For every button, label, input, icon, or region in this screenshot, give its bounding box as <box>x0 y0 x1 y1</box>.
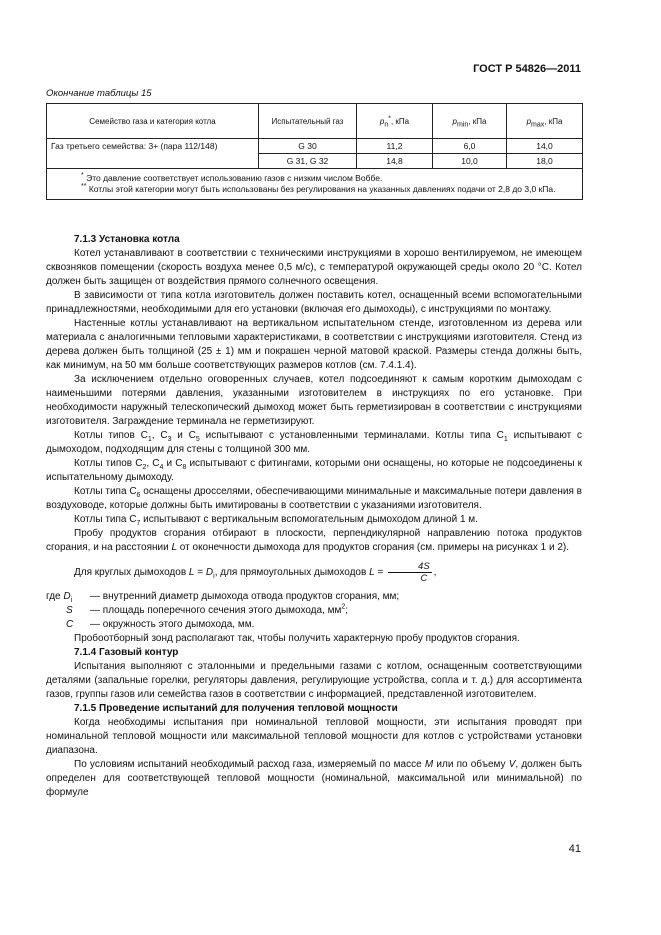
page-number: 41 <box>568 843 581 855</box>
paragraph: Котлы типа $C_6$ оснащены дросселями, обеспечивающими минимальные и максимальные потери давления в воздуховоде, которые должны быть имитированы в соответствии с указаниями изготовителя. <box>46 486 582 511</box>
header-pn: $p_n^*$, кПа <box>357 104 433 139</box>
table-caption: Окончание таблицы 15 <box>46 88 152 99</box>
header-pmin: $p_{min}$, кПа <box>433 104 507 139</box>
header-family: Семейство газа и категория котла <box>47 104 259 139</box>
where-block: где $D_i$ — внутренний диаметр дымохода отвода продуктов сгорания, мм; S — площадь поперечного сечения этого дымохода, $мм^2$; C — окружность этого дымохода, мм. <box>46 591 400 630</box>
table-notes-row <box>47 169 583 200</box>
paragraph: Настенные котлы устанавливают на вертикальном испытательном стенде, изготовленном из дерева или материала с аналогичными тепловыми характеристиками, в соответствии с инструкциями изготовителя. Стенд из дерева должен быть толщиной (25 ± 1) мм и покрашен черной матовой краской. Размеры стенда должны быть, как минимум, на 50 мм больше соответствующих размеров котлов (см. 7.4.1.4). <box>46 318 582 371</box>
fraction: $\frac{4S}{C}$ <box>388 561 432 584</box>
paragraph: Котлы типа $C_7$ испытывают с вертикальным вспомогательным дымоходом длиной 1 м. <box>74 514 478 527</box>
note-1: * Это давление соответствует использованию газов с низким числом Воббе. <box>81 172 383 183</box>
table-notes <box>47 169 583 200</box>
paragraph: Котлы типов $C_2$, $C_4$ и $C_8$ испытывают с фитингами, которыми они оснащены, но которые не подсоединены к испытательному дымоходу. <box>46 458 583 483</box>
note-2: ** Котлы этой категории могут быть использованы без регулирования на указанных давлениях подачи от 2,8 до 3,0 кПа. <box>81 183 556 194</box>
paragraph: Когда необходимы испытания при номинальной тепловой мощности, эти испытания проводят при номинальной тепловой мощности или максимальной тепловой мощности для котлов с устройствами установки диапазона. <box>46 717 582 756</box>
heading-7-1-5: 7.1.5 Проведение испытаний для получения тепловой мощности <box>74 703 398 714</box>
cell-gas: G 31, G 32 <box>259 154 357 169</box>
cell-pmin: 10,0 <box>433 154 507 169</box>
formula-line: Для круглых дымоходов $L = D_i$, для прямоугольных дымоходов L = $\frac{4S}{C}$ , <box>74 561 437 584</box>
header-gas: Испытательный газ <box>259 104 357 139</box>
paragraph: По условиям испытаний необходимый расход газа, измеряемый по массе M или по объему V, должен быть определен для соответствующей тепловой мощности (номинальной, максимальной или минимальной) по формуле <box>46 759 582 798</box>
heading-7-1-4: 7.1.4 Газовый контур <box>74 647 179 658</box>
paragraph: Котел устанавливают в соответствии с техническими инструкциями в хорошо вентилируемом, не имеющем сквозняков помещении (скорость воздуха менее 0,5 м/с), с температурой окружающей среды около 20 °С. Котел должен быть защищен от воздействия прямого солнечного освещения. <box>46 248 582 287</box>
paragraph: Пробу продуктов сгорания отбирают в плоскости, перпендикулярной направлению потока продуктов сгорания, и на расстоянии L от оконечности дымохода для продуктов сгорания (см. примеры на рисунках 1 и 2). <box>46 528 582 553</box>
table-row <box>47 154 583 169</box>
cell-gas: G 30 <box>259 139 357 154</box>
paragraph: Котлы типов $C_1$, $C_3$ и $C_5$ испытывают с установленными терминалами. Котлы типа $C_1$ испытывают с дымоходом, подходящим для стены с толщиной 300 мм. <box>46 430 582 455</box>
cell-family: Газ третьего семейства: 3+ (пара 112/148) <box>47 139 259 154</box>
paragraph: Испытания выполняют с эталонными и предельными газами с котлом, оснащенным соответствующими деталями (запальные горелки, регуляторы давления, регулирующие устройства, сопла и т. д.) для ассортимента газов, группы газов или семейства газов в соответствии с информацией, представленной изготовителем. <box>46 661 582 700</box>
table-row <box>47 139 583 154</box>
paragraph: Пробоотборный зонд располагают так, чтобы получить характерную пробу продуктов сгорания. <box>74 633 520 644</box>
cell-family <box>47 154 259 169</box>
paragraph: В зависимости от типа котла изготовитель должен поставить котел, оснащенный всеми вспомогательными принадлежностями, необходимыми для его установки (включая его дымоходы), с инструкциями по монтажу. <box>46 290 582 315</box>
paragraph: За исключением отдельно оговоренных случаев, котел подсоединяют к самым коротким дымоходам с наименьшими потерями давления, указанными изготовителем в инструкциях по его установке. При необходимости наружный телескопический дымоход может быть герметизирован в соответствии с инструкциями изготовителя. Заграждение терминала не герметизируют. <box>46 374 582 427</box>
header-pmax: $p_{max}$, кПа <box>507 104 583 139</box>
cell-pmin: 6,0 <box>433 139 507 154</box>
table-header-row <box>47 104 583 139</box>
standard-code: ГОСТ Р 54826—2011 <box>473 63 581 75</box>
heading-7-1-3: 7.1.3 Установка котла <box>74 234 180 245</box>
cell-pmax: 14,0 <box>507 139 583 154</box>
cell-pn: 11,2 <box>357 139 433 154</box>
cell-pn: 14,8 <box>357 154 433 169</box>
cell-pmax: 18,0 <box>507 154 583 169</box>
body-text <box>46 233 582 800</box>
table-15 <box>46 103 583 200</box>
